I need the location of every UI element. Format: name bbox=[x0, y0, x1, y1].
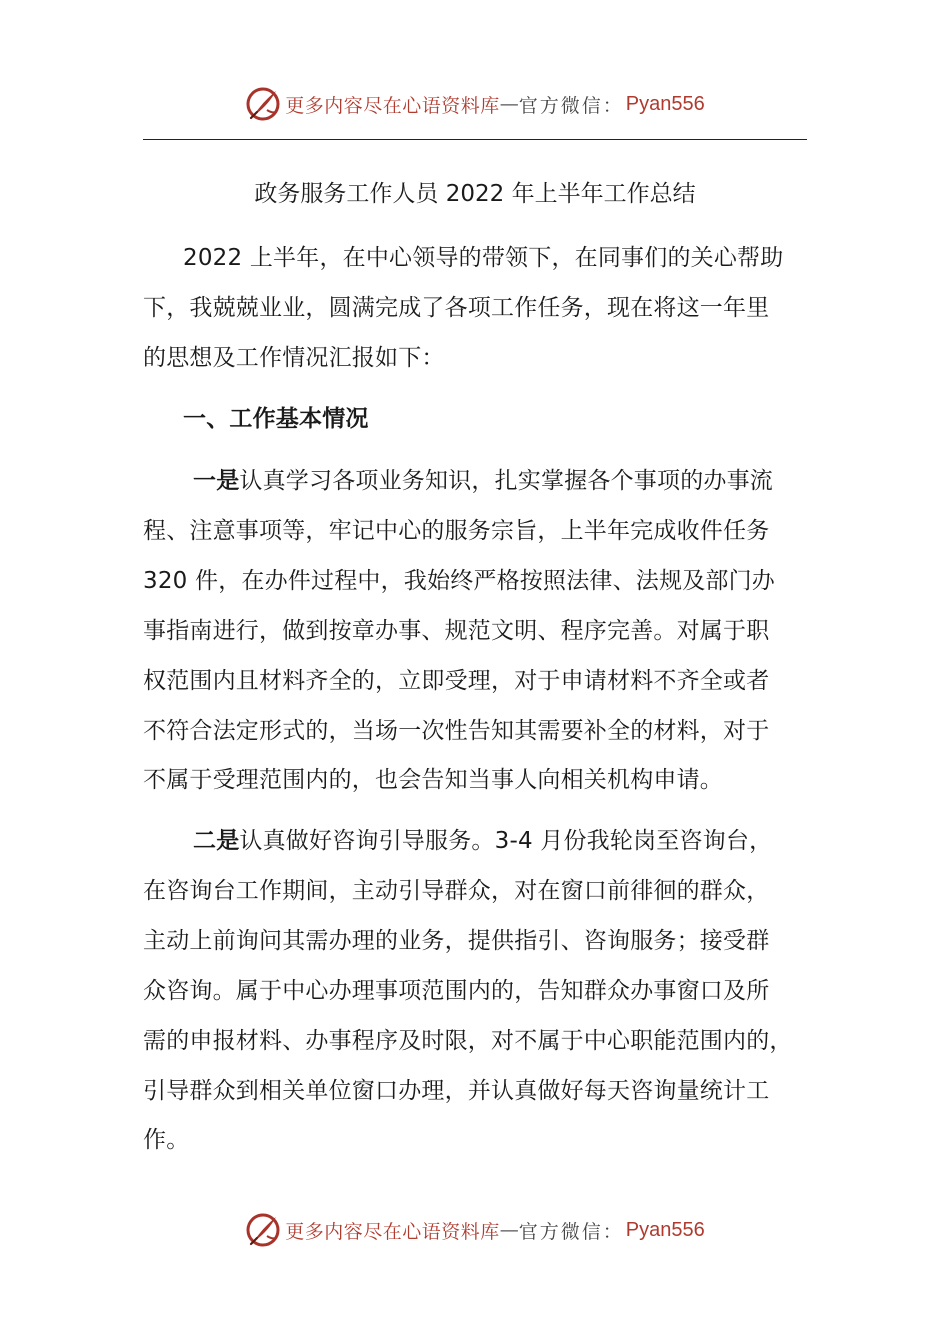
quill-logo-icon bbox=[245, 1212, 281, 1248]
paragraph-1-first-text: 认真学习各项业务知识，扎实掌握各个事项的办事流 bbox=[239, 468, 774, 494]
watermark-wechat-id: Pyan556 bbox=[625, 1218, 705, 1241]
paragraph-1-line: 不属于受理范围内的，也会告知当事人向相关机构申请。 bbox=[143, 767, 723, 793]
paragraph-1-line: 程、注意事项等，牢记中心的服务宗旨，上半年完成收件任务 bbox=[143, 518, 770, 544]
paragraph-2-line: 引导群众到相关单位窗口办理，并认真做好每天咨询量统计工 bbox=[143, 1078, 770, 1104]
footer-watermark bbox=[0, 1210, 950, 1250]
paragraph-2-line: 作。 bbox=[143, 1127, 190, 1153]
paragraph-1-lead: 一是 bbox=[193, 468, 240, 494]
watermark-wechat-id: Pyan556 bbox=[625, 92, 705, 115]
paragraph-1-line: 事指南进行，做到按章办事、规范文明、程序完善。对属于职 bbox=[143, 618, 770, 644]
intro-line: 下，我兢兢业业，圆满完成了各项工作任务，现在将这一年里 bbox=[143, 295, 770, 321]
watermark-site-text: 更多内容尽在心语资料库 bbox=[285, 1220, 500, 1243]
intro-line: 2022 上半年，在中心领导的带领下，在同事们的关心帮助 bbox=[183, 245, 784, 271]
paragraph-2-line: 需的申报材料、办事程序及时限，对不属于中心职能范围内的， bbox=[143, 1028, 793, 1054]
watermark-wechat-label: 官方微信： bbox=[518, 1220, 624, 1243]
watermark-wechat-label: 官方微信： bbox=[518, 94, 624, 117]
paragraph-2-line: 在咨询台工作期间，主动引导群众，对在窗口前徘徊的群众， bbox=[143, 878, 770, 904]
watermark-separator: — bbox=[499, 1219, 519, 1241]
header-watermark bbox=[0, 84, 950, 124]
intro-line: 的思想及工作情况汇报如下： bbox=[143, 345, 445, 371]
document-title: 政务服务工作人员 2022 年上半年工作总结 bbox=[254, 181, 696, 207]
section-heading: 一、工作基本情况 bbox=[183, 406, 369, 432]
paragraph-2-first-line bbox=[193, 821, 772, 861]
paragraph-2-lead: 二是 bbox=[193, 828, 240, 854]
paragraph-2-line: 众咨询。属于中心办理事项范围内的，告知群众办事窗口及所 bbox=[143, 978, 770, 1004]
paragraph-1-first-line bbox=[193, 461, 773, 501]
paragraph-1-line: 权范围内且材料齐全的，立即受理，对于申请材料不齐全或者 bbox=[143, 668, 770, 694]
paragraph-2-first-text: 认真做好咨询引导服务。3-4 月份我轮岗至咨询台， bbox=[239, 828, 773, 854]
paragraph-1-line: 320 件，在办件过程中，我始终严格按照法律、法规及部门办 bbox=[143, 568, 776, 594]
paragraph-1-line: 不符合法定形式的，当场一次性告知其需要补全的材料，对于 bbox=[143, 718, 770, 744]
quill-logo-icon bbox=[245, 86, 281, 122]
header-divider bbox=[143, 139, 807, 140]
paragraph-2-line: 主动上前询问其需办理的业务，提供指引、咨询服务；接受群 bbox=[143, 928, 770, 954]
watermark-separator: — bbox=[499, 93, 519, 115]
watermark-site-text: 更多内容尽在心语资料库 bbox=[285, 94, 500, 117]
